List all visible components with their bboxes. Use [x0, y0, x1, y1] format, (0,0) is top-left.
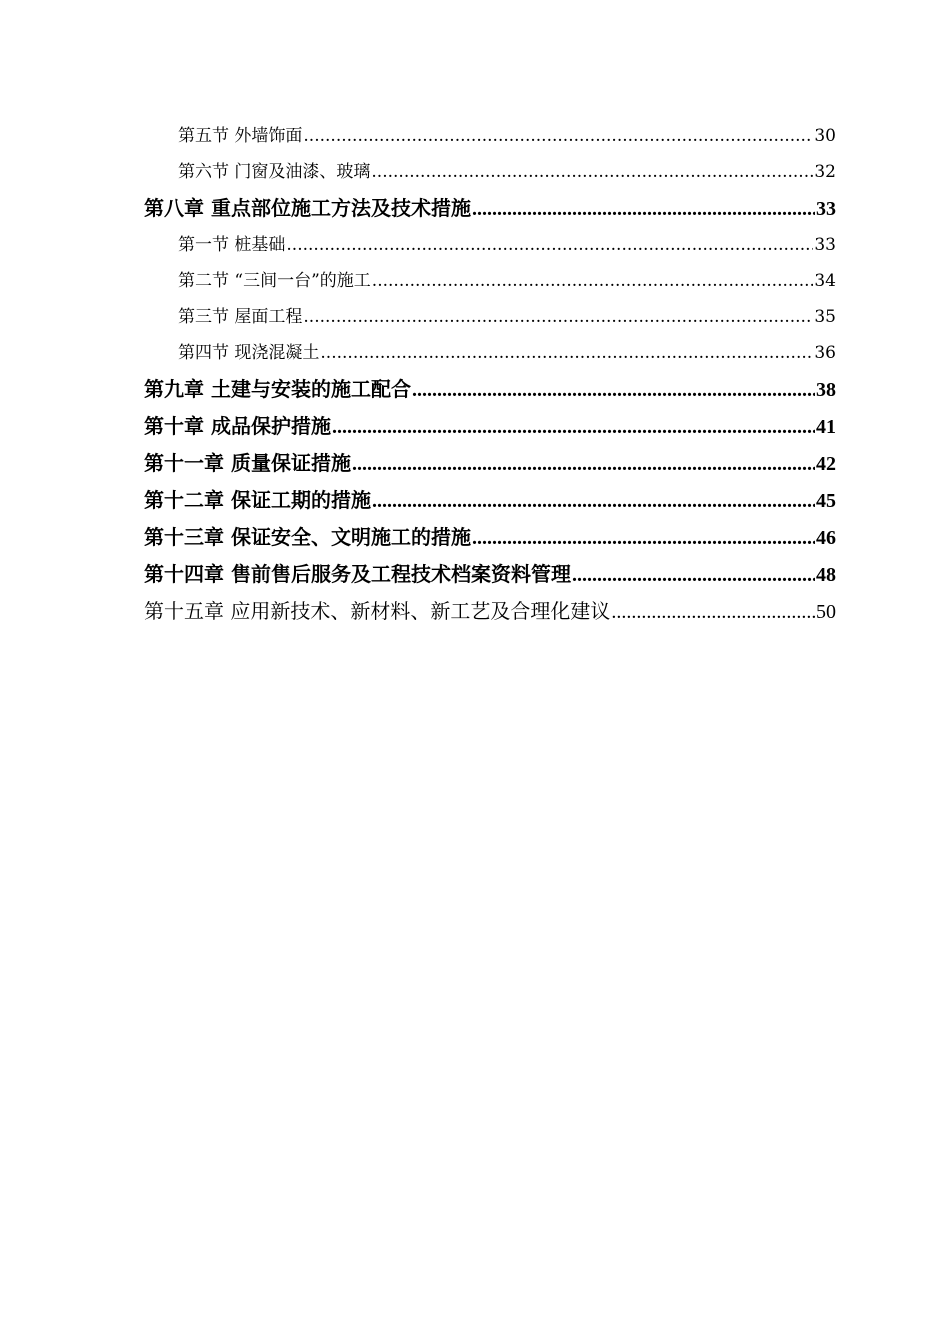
toc-entry-title: 第十一章 质量保证措施 — [144, 451, 351, 475]
toc-page-number: 32 — [814, 162, 836, 182]
toc-dot-leader — [371, 154, 813, 190]
toc-entry-section[interactable] — [144, 335, 836, 371]
toc-dot-leader — [472, 190, 815, 228]
toc-dot-leader — [303, 299, 813, 335]
toc-entry-chapter[interactable] — [144, 371, 836, 408]
toc-entry-title: 第九章 土建与安装的施工配合 — [144, 377, 411, 401]
toc-dot-leader — [286, 227, 813, 263]
toc-entry-section[interactable] — [144, 227, 836, 263]
toc-dot-leader — [412, 371, 815, 409]
toc-entry-title: 第十三章 保证安全、文明施工的措施 — [144, 525, 471, 549]
toc-page-number: 36 — [814, 343, 836, 363]
table-of-contents — [144, 118, 836, 630]
toc-entry-chapter[interactable] — [144, 593, 836, 630]
toc-entry-section[interactable] — [144, 154, 836, 190]
toc-entry-section[interactable] — [144, 299, 836, 335]
toc-page-number: 50 — [816, 601, 836, 623]
toc-entry-title: 第三节 屋面工程 — [178, 307, 303, 327]
toc-page-number: 45 — [816, 490, 836, 512]
toc-entry-chapter[interactable] — [144, 408, 836, 445]
toc-entry-chapter[interactable] — [144, 482, 836, 519]
toc-entry-title: 第十二章 保证工期的措施 — [144, 488, 371, 512]
toc-entry-chapter[interactable] — [144, 519, 836, 556]
toc-dot-leader — [472, 519, 815, 557]
toc-entry-section[interactable] — [144, 263, 836, 299]
toc-page-number: 38 — [816, 379, 836, 401]
toc-entry-title: 第五节 外墙饰面 — [178, 126, 303, 146]
toc-entry-chapter[interactable] — [144, 556, 836, 593]
toc-page-number: 41 — [816, 416, 836, 438]
toc-dot-leader — [332, 408, 815, 446]
toc-dot-leader — [320, 335, 813, 371]
toc-page-number: 46 — [816, 527, 836, 549]
toc-dot-leader — [572, 556, 815, 594]
toc-dot-leader — [372, 263, 814, 299]
toc-page-number: 34 — [814, 271, 836, 291]
toc-entry-title: 第八章 重点部位施工方法及技术措施 — [144, 196, 471, 220]
toc-entry-title: 第一节 桩基础 — [178, 235, 286, 255]
toc-entry-title: 第十章 成品保护措施 — [144, 414, 331, 438]
toc-page-number: 35 — [814, 307, 836, 327]
toc-dot-leader — [352, 445, 815, 483]
toc-page-number: 48 — [816, 564, 836, 586]
toc-entry-title: 第六节 门窗及油漆、玻璃 — [178, 162, 371, 182]
toc-entry-title: 第十四章 售前售后服务及工程技术档案资料管理 — [144, 562, 571, 586]
toc-entry-section[interactable] — [144, 118, 836, 154]
toc-page-number: 33 — [814, 235, 836, 255]
toc-entry-chapter[interactable] — [144, 445, 836, 482]
toc-entry-title: 第十五章 应用新技术、新材料、新工艺及合理化建议 — [144, 599, 611, 623]
toc-page-number: 33 — [816, 198, 836, 220]
toc-entry-chapter[interactable] — [144, 190, 836, 227]
toc-dot-leader — [303, 118, 813, 154]
toc-page-number: 30 — [814, 126, 836, 146]
toc-entry-title: 第二节 “三间一台”的施工 — [178, 271, 371, 291]
toc-entry-title: 第四节 现浇混凝土 — [178, 343, 320, 363]
toc-page-number: 42 — [816, 453, 836, 475]
toc-dot-leader — [372, 482, 815, 520]
toc-dot-leader — [611, 593, 815, 631]
